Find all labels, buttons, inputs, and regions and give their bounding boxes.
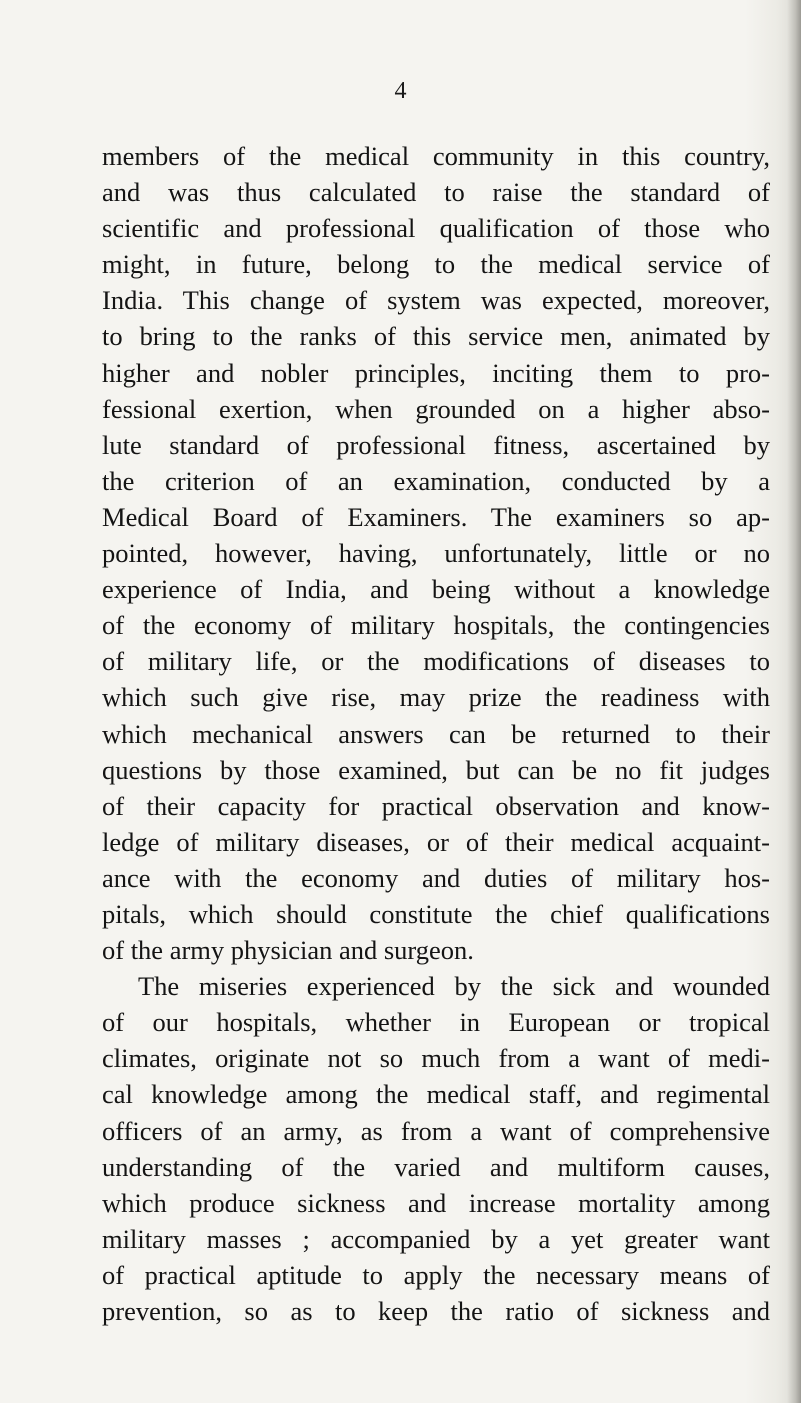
text-line-17: which mechanical answers can be returned to their: [102, 718, 770, 749]
text-line-32: of practical aptitude to apply the necessary means of: [102, 1259, 770, 1290]
body-text: [102, 138, 770, 1329]
text-line-22: pitals, which should constitute the chief qualifications: [102, 898, 770, 929]
text-line-6: to bring to the ranks of this service men, animated by: [102, 321, 770, 352]
text-line-33: prevention, so as to keep the ratio of sickness and: [102, 1296, 770, 1326]
text-line-10: the criterion of an examination, conducted by a: [102, 465, 770, 496]
text-line-3: scientific and professional qualification of those who: [102, 213, 770, 244]
text-line-15: of military life, or the modifications of diseases to: [102, 646, 770, 677]
text-line-2: and was thus calculated to raise the standard of: [102, 177, 770, 208]
text-line-9: lute standard of professional fitness, ascertained by: [102, 429, 770, 460]
text-line-21: ance with the economy and duties of military hos-: [102, 862, 770, 893]
text-line-5: India. This change of system was expected, moreover,: [102, 285, 770, 316]
text-line-26: climates, originate not so much from a want of medi-: [102, 1043, 770, 1074]
text-line-18: questions by those examined, but can be no fit judges: [102, 754, 770, 785]
text-line-8: fessional exertion, when grounded on a higher abso-: [102, 393, 770, 424]
text-line-7: higher and nobler principles, inciting them to pro-: [102, 357, 770, 388]
page-edge-shadow: [787, 0, 801, 1403]
text-line-14: of the economy of military hospitals, the contingencies: [102, 610, 770, 641]
text-line-4: might, in future, belong to the medical service of: [102, 249, 770, 280]
text-line-29: understanding of the varied and multiform causes,: [102, 1151, 770, 1182]
text-line-19: of their capacity for practical observation and know-: [102, 790, 770, 821]
text-line-20: ledge of military diseases, or of their medical acquaint-: [102, 826, 770, 857]
text-line-27: cal knowledge among the medical staff, and regimental: [102, 1079, 770, 1110]
text-line-13: experience of India, and being without a knowledge: [102, 574, 770, 605]
text-line-12: pointed, however, having, unfortunately, little or no: [102, 538, 770, 569]
text-line-25: of our hospitals, whether in European or tropical: [102, 1007, 770, 1038]
page-number: 4: [394, 78, 407, 104]
text-line-11: Medical Board of Examiners. The examiners so ap-: [102, 501, 770, 532]
text-line-28: officers of an army, as from a want of comprehensive: [102, 1115, 770, 1146]
text-line-16: which such give rise, may prize the readiness with: [102, 682, 770, 713]
text-line-1: members of the medical community in this country,: [102, 141, 770, 171]
text-line-31: military masses ; accompanied by a yet greater want: [102, 1223, 770, 1254]
text-line-30: which produce sickness and increase mortality among: [102, 1187, 770, 1218]
text-line-23: of the army physician and surgeon.: [102, 935, 474, 966]
text-line-24: The miseries experienced by the sick and wounded: [138, 971, 770, 1002]
